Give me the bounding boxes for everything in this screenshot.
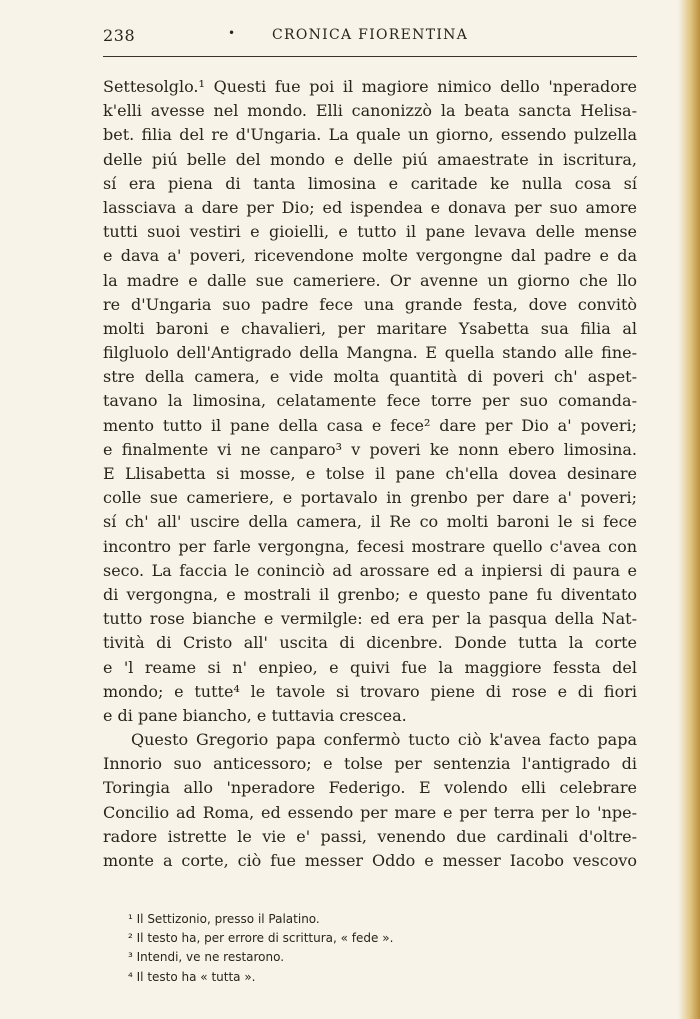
text-line: monte a corte, ciò fue messer Oddo e messer Iacobo vescovo — [103, 851, 637, 870]
text-line: la madre e dalle sue cameriere. Or avenne un giorno che llo — [103, 270, 637, 290]
text-line: lassciava a dare per Dio; ed ispendea e donava per suo amore — [103, 197, 637, 217]
text-line: radore istrette le vie e' passi, venendo due cardinali d'oltre- — [103, 826, 637, 846]
main-text — [103, 75, 637, 873]
text-line: mento tutto il pane della casa e fece² dare per Dio a' poveri; — [103, 415, 637, 435]
header-rule — [103, 56, 637, 57]
text-line: di vergongna, e mostrali il grenbo; e questo pane fu diventato — [103, 584, 637, 604]
text-line: tutti suoi vestiri e gioielli, e tutto il pane levava delle mense — [103, 222, 637, 242]
text-line: sí ch' all' uscire della camera, il Re co molti baroni le si fece — [103, 512, 637, 532]
text-line: bet. filia del re d'Ungaria. La quale un giorno, essendo pulzella — [103, 125, 637, 145]
text-line: mondo; e tutte⁴ le tavole si trovaro piene di rose e di fiori — [103, 681, 637, 701]
text-line: e 'l reame si n' enpieo, e quivi fue la maggiore fessta del — [103, 657, 637, 677]
text-line: k'elli avesse nel mondo. Elli canonizzò la beata sancta Helisa- — [103, 101, 637, 121]
text-line: Settesolglo.¹ Questi fue poi il magiore nimico dello 'nperadore — [103, 77, 637, 96]
text-line: Concilio ad Roma, ed essendo per mare e per terra per lo 'npe- — [103, 802, 637, 822]
text-line: Innorio suo anticessoro; e tolse per sentenzia l'antigrado di — [103, 754, 637, 774]
paragraph-start-line: Questo Gregorio papa confermò tucto ciò k'avea facto papa — [131, 730, 637, 750]
text-line: molti baroni e chavalieri, per maritare Ysabetta sua filia al — [103, 318, 637, 338]
footnote: ¹ Il Settizonio, presso il Palatino. — [128, 912, 320, 926]
text-line: seco. La faccia le coninciò ad arossare ed a inpiersi di paura e — [103, 560, 637, 580]
footnote: ² Il testo ha, per errore di scrittura, « fede ». — [128, 931, 394, 946]
text-line: tutto rose bianche e vermilgle: ed era per la pasqua della Nat- — [103, 609, 637, 629]
page-number: 238 — [103, 26, 136, 45]
book-title: CRONICA FIORENTINA — [272, 27, 469, 43]
text-line: delle piú belle del mondo e delle piú amaestrate in iscritura, — [103, 149, 637, 169]
header-mark: • — [228, 26, 236, 40]
text-line: E Llisabetta si mosse, e tolse il pane ch'ella dovea desinare — [103, 464, 637, 483]
text-line: e dava a' poveri, ricevendone molte vergongne dal padre e da — [103, 246, 637, 266]
footnote: ⁴ Il testo ha « tutta ». — [128, 969, 256, 984]
text-line: tività di Cristo all' uscita di dicenbre. Donde tutta la corte — [103, 633, 637, 653]
text-line: incontro per farle vergongna, fecesi mostrare quello c'avea con — [103, 536, 637, 556]
text-line: filgluolo dell'Antigrado della Mangna. E quella stando alle fine- — [103, 343, 637, 363]
footnotes — [128, 910, 558, 987]
book-page — [103, 26, 637, 984]
text-line: re d'Ungaria suo padre fece una grande festa, dove convitò — [103, 294, 637, 314]
text-line: Toringia allo 'nperadore Federigo. E volendo elli celebrare — [103, 778, 637, 798]
footnote: ³ Intendi, ve ne restarono. — [128, 950, 285, 965]
text-line: sí era piena di tanta limosina e caritade ke nulla cosa sí — [103, 173, 637, 193]
paragraph-end-line: e di pane biancho, e tuttavia crescea. — [103, 705, 407, 725]
page-edge-shadow — [678, 0, 700, 1019]
running-header — [103, 26, 637, 50]
text-line: stre della camera, e vide molta quantità di poveri ch' aspet- — [103, 367, 637, 387]
text-line: colle sue cameriere, e portavalo in grenbo per dare a' poveri; — [103, 488, 637, 508]
text-line: e finalmente vi ne canparo³ v poveri ke nonn ebero limosina. — [103, 439, 637, 459]
text-line: tavano la limosina, celatamente fece torre per suo comanda- — [103, 391, 637, 411]
